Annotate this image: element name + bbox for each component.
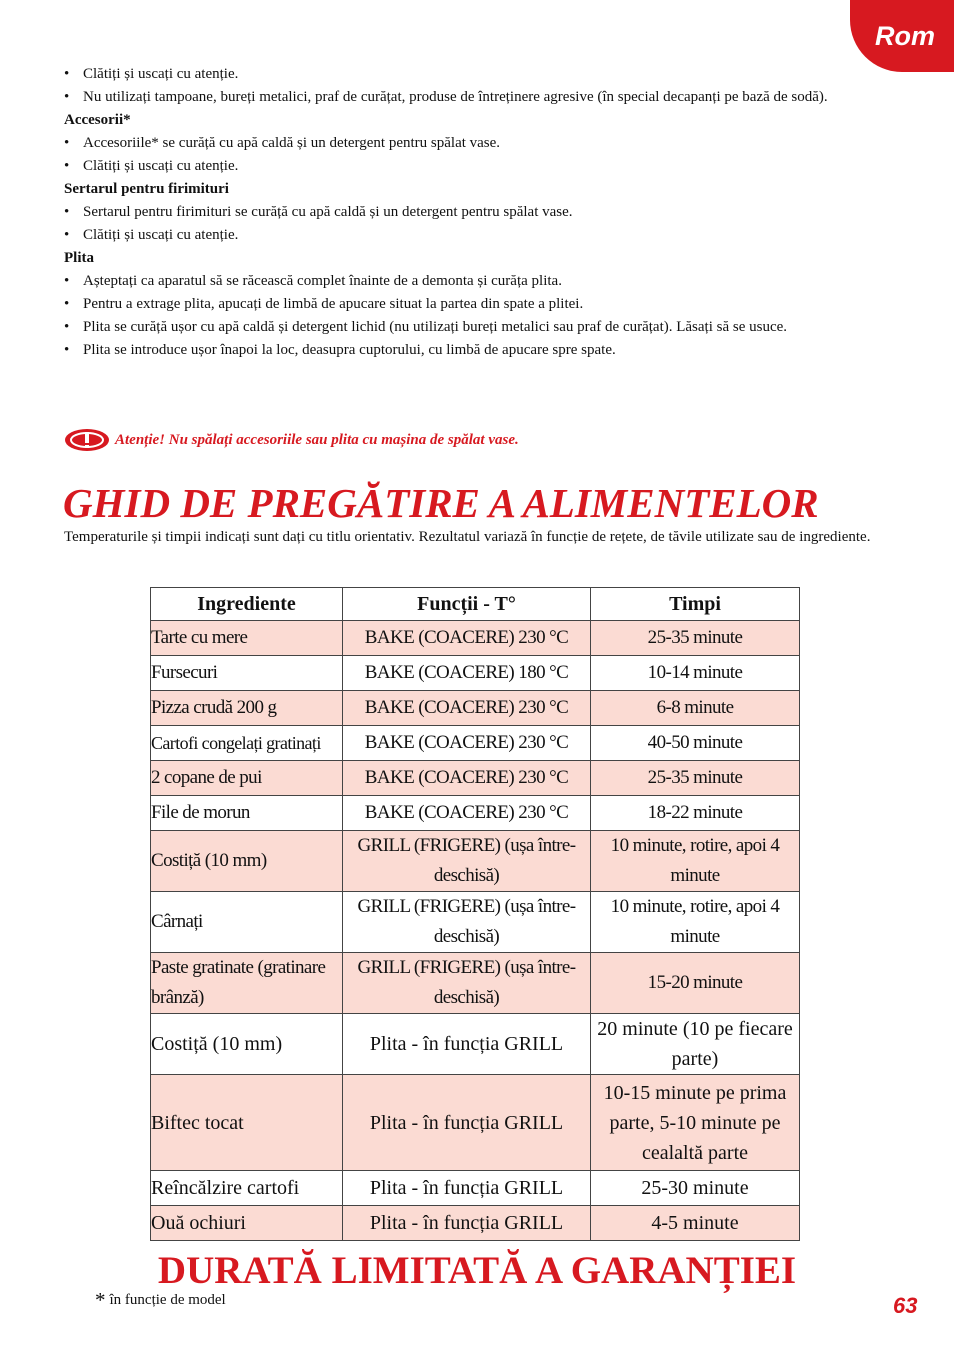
bullet-item: • Clătiți și uscați cu atenție. [64,63,892,86]
function-cell: BAKE (COACERE) 230 °C [343,621,591,656]
bullet-item: • Nu utilizați tampoane, bureți metalici, praf de curățat, produse de întreținere agresive (în special decapanți pe bază de sodă). [64,86,892,109]
bullet-item: • Clătiți și uscați cu atenție. [64,224,892,247]
ingredient-cell: Paste gratinate (gratinare brânză) [151,953,343,1014]
warning-note [64,428,519,452]
ingredient-cell: Biftec tocat [151,1075,343,1171]
function-cell: GRILL (FRIGERE) (ușa între-deschisă) [343,953,591,1014]
time-cell: 40-50 minute [591,726,800,761]
bullet-item: • Pentru a extrage plita, apucați de limbă de apucare situat la partea din spate a plitei. [64,293,892,316]
time-cell: 15-20 minute [591,953,800,1014]
function-cell: GRILL (FRIGERE) (ușa între-deschisă) [343,892,591,953]
time-cell: 10-14 minute [591,656,800,691]
ingredient-cell: Fursecuri [151,656,343,691]
ingredient-cell: Cârnați [151,892,343,953]
table-row [151,726,800,761]
column-header: Funcții - T° [343,588,591,621]
table-row [151,892,800,953]
ingredient-cell: Costiță (10 mm) [151,831,343,892]
page-number: 63 [893,1293,918,1318]
ingredient-cell: Tarte cu mere [151,621,343,656]
ingredient-cell: Reîncălzire cartofi [151,1171,343,1206]
bullet-item: • Accesoriile* se curăță cu apă caldă și un detergent pentru spălat vase. [64,132,892,155]
language-tab: Rom [850,0,954,72]
function-cell: Plita - în funcția GRILL [343,1206,591,1241]
function-cell: Plita - în funcția GRILL [343,1014,591,1075]
function-cell: Plita - în funcția GRILL [343,1171,591,1206]
column-header: Timpi [591,588,800,621]
table-row [151,691,800,726]
function-cell: BAKE (COACERE) 230 °C [343,691,591,726]
time-cell: 6-8 minute [591,691,800,726]
ingredient-cell: Ouă ochiuri [151,1206,343,1241]
warning-icon [64,428,110,452]
guide-intro: Temperaturile și timpii indicați sunt dați cu titlu orientativ. Rezultatul variază în funcție de rețete, de tăvile utilizate sau de ingrediente. [64,529,871,545]
table-row [151,656,800,691]
section-heading-accessories: Accesorii* [64,112,131,128]
ingredient-cell: File de morun [151,796,343,831]
crumb-tray-bullet-list [64,201,892,247]
hotplate-bullet-list [64,270,892,362]
bullet-item: • Plita se introduce ușor înapoi la loc, deasupra cuptorului, cu limbă de apucare spre spate. [64,339,892,362]
table-row [151,831,800,892]
warning-text: Atenție! Nu spălați accesoriile sau plita cu mașina de spălat vase. [115,431,519,448]
warranty-title: DURATĂ LIMITATĂ A GARANȚIEI [157,1249,797,1292]
table-row [151,761,800,796]
care-section [64,63,892,362]
table-row [151,1014,800,1075]
function-cell: BAKE (COACERE) 180 °C [343,656,591,691]
table-header-row [151,588,800,621]
time-cell: 10 minute, rotire, apoi 4 minute [591,892,800,953]
bullet-item: • Așteptați ca aparatul să se răcească complet înainte de a demonta și curăța plita. [64,270,892,293]
time-cell: 10 minute, rotire, apoi 4 minute [591,831,800,892]
ingredient-cell: Costiță (10 mm) [151,1014,343,1075]
table-row [151,953,800,1014]
time-cell: 25-35 minute [591,621,800,656]
bullet-item: • Sertarul pentru firimituri se curăță cu apă caldă și un detergent pentru spălat vase. [64,201,892,224]
time-cell: 25-30 minute [591,1171,800,1206]
footnote-text: în funcție de model [109,1292,226,1308]
guide-title: GHID DE PREGĂTIRE A ALIMENTELOR [63,480,819,526]
footnote-marker: * [95,1288,106,1312]
food-guide-table [150,587,800,1241]
time-cell: 10-15 minute pe prima parte, 5-10 minute pe cealaltă parte [591,1075,800,1171]
time-cell: 18-22 minute [591,796,800,831]
time-cell: 20 minute (10 pe fiecare parte) [591,1014,800,1075]
table-row [151,621,800,656]
accessories-bullet-list [64,132,892,178]
table-row [151,796,800,831]
function-cell: BAKE (COACERE) 230 °C [343,796,591,831]
bullet-item: • Plita se curăță ușor cu apă caldă și detergent lichid (nu utilizați bureți metalici sau praf de curățat). Lăsați să se usuce. [64,316,892,339]
time-cell: 25-35 minute [591,761,800,796]
time-cell: 4-5 minute [591,1206,800,1241]
ingredient-cell: Cartofi congelați gratinați [151,726,343,761]
ingredient-cell: Pizza crudă 200 g [151,691,343,726]
function-cell: Plita - în funcția GRILL [343,1075,591,1171]
bullet-item: • Clătiți și uscați cu atenție. [64,155,892,178]
column-header: Ingrediente [151,588,343,621]
footnote [95,1288,226,1313]
section-heading-hotplate: Plita [64,250,94,266]
function-cell: BAKE (COACERE) 230 °C [343,761,591,796]
ingredient-cell: 2 copane de pui [151,761,343,796]
function-cell: BAKE (COACERE) 230 °C [343,726,591,761]
table-row [151,1206,800,1241]
function-cell: GRILL (FRIGERE) (ușa între-deschisă) [343,831,591,892]
section-heading-crumb-tray: Sertarul pentru firimituri [64,181,229,197]
table-row [151,1075,800,1171]
table-row [151,1171,800,1206]
intro-bullet-list [64,63,892,109]
